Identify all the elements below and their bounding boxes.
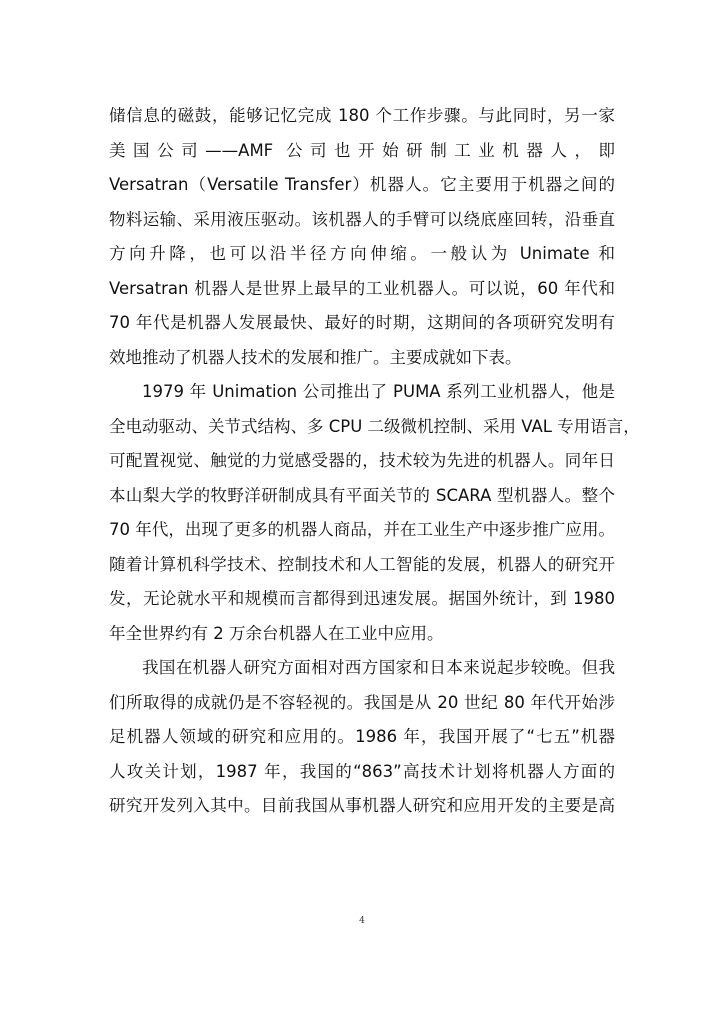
- text-line: 美国公司——AMF 公司也开始研制工业机器人，即: [109, 140, 615, 160]
- text-line: 足机器人领域的研究和应用的。1986 年，我国开展了“七五”机器: [109, 727, 615, 746]
- text-line: 人攻关计划，1987 年，我国的“863”高技术计划将机器人方面的: [109, 761, 615, 781]
- text-line: 效地推动了机器人技术的发展和推广。主要成就如下表。: [109, 347, 522, 367]
- text-line: 全电动驱动、关节式结构、多 CPU 二级微机控制、采用 VAL 专用语言，: [109, 416, 640, 436]
- text-line: 储信息的磁鼓，能够记忆完成 180 个工作步骤。与此同时，另一家: [109, 106, 615, 125]
- text-line: 研究开发列入其中。目前我国从事机器人研究和应用开发的主要是高: [109, 796, 615, 815]
- paragraph-start-line: 1979 年 Unimation 公司推出了 PUMA 系列工业机器人，他是: [142, 382, 615, 401]
- body-text: [109, 99, 640, 824]
- text-line: 70 年代，出现了更多的机器人商品，并在工业生产中逐步推广应用。: [109, 520, 615, 539]
- text-line: 物料运输、采用液压驱动。该机器人的手臂可以绕底座回转，沿垂直: [109, 209, 615, 229]
- text-line: 们所取得的成就仍是不容轻视的。我国是从 20 世纪 80 年代开始涉: [109, 692, 615, 712]
- text-line: 年全世界约有 2 万余台机器人在工业中应用。: [109, 623, 444, 643]
- text-line: Versatran 机器人是世界上最早的工业机器人。可以说，60 年代和: [109, 278, 615, 298]
- text-line: 方向升降，也可以沿半径方向伸缩。一般认为 Unimate 和: [109, 244, 615, 263]
- text-line: 随着计算机科学技术、控制技术和人工智能的发展，机器人的研究开: [109, 554, 615, 574]
- text-line: 70 年代是机器人发展最快、最好的时期，这期间的各项研究发明有: [109, 313, 615, 332]
- text-line: 可配置视觉、触觉的力觉感受器的，技术较为先进的机器人。同年日: [109, 451, 615, 470]
- text-line: 本山梨大学的牧野洋研制成具有平面关节的 SCARA 型机器人。整个: [109, 485, 615, 505]
- text-line: Versatran（Versatile Transfer）机器人。它主要用于机器之间的: [109, 175, 615, 194]
- text-line: 发，无论就水平和规模而言都得到迅速发展。据国外统计，到 1980: [109, 589, 615, 608]
- paragraph-start-line: 我国在机器人研究方面相对西方国家和日本来说起步较晚。但我: [142, 658, 615, 677]
- page-number: 4: [359, 916, 365, 926]
